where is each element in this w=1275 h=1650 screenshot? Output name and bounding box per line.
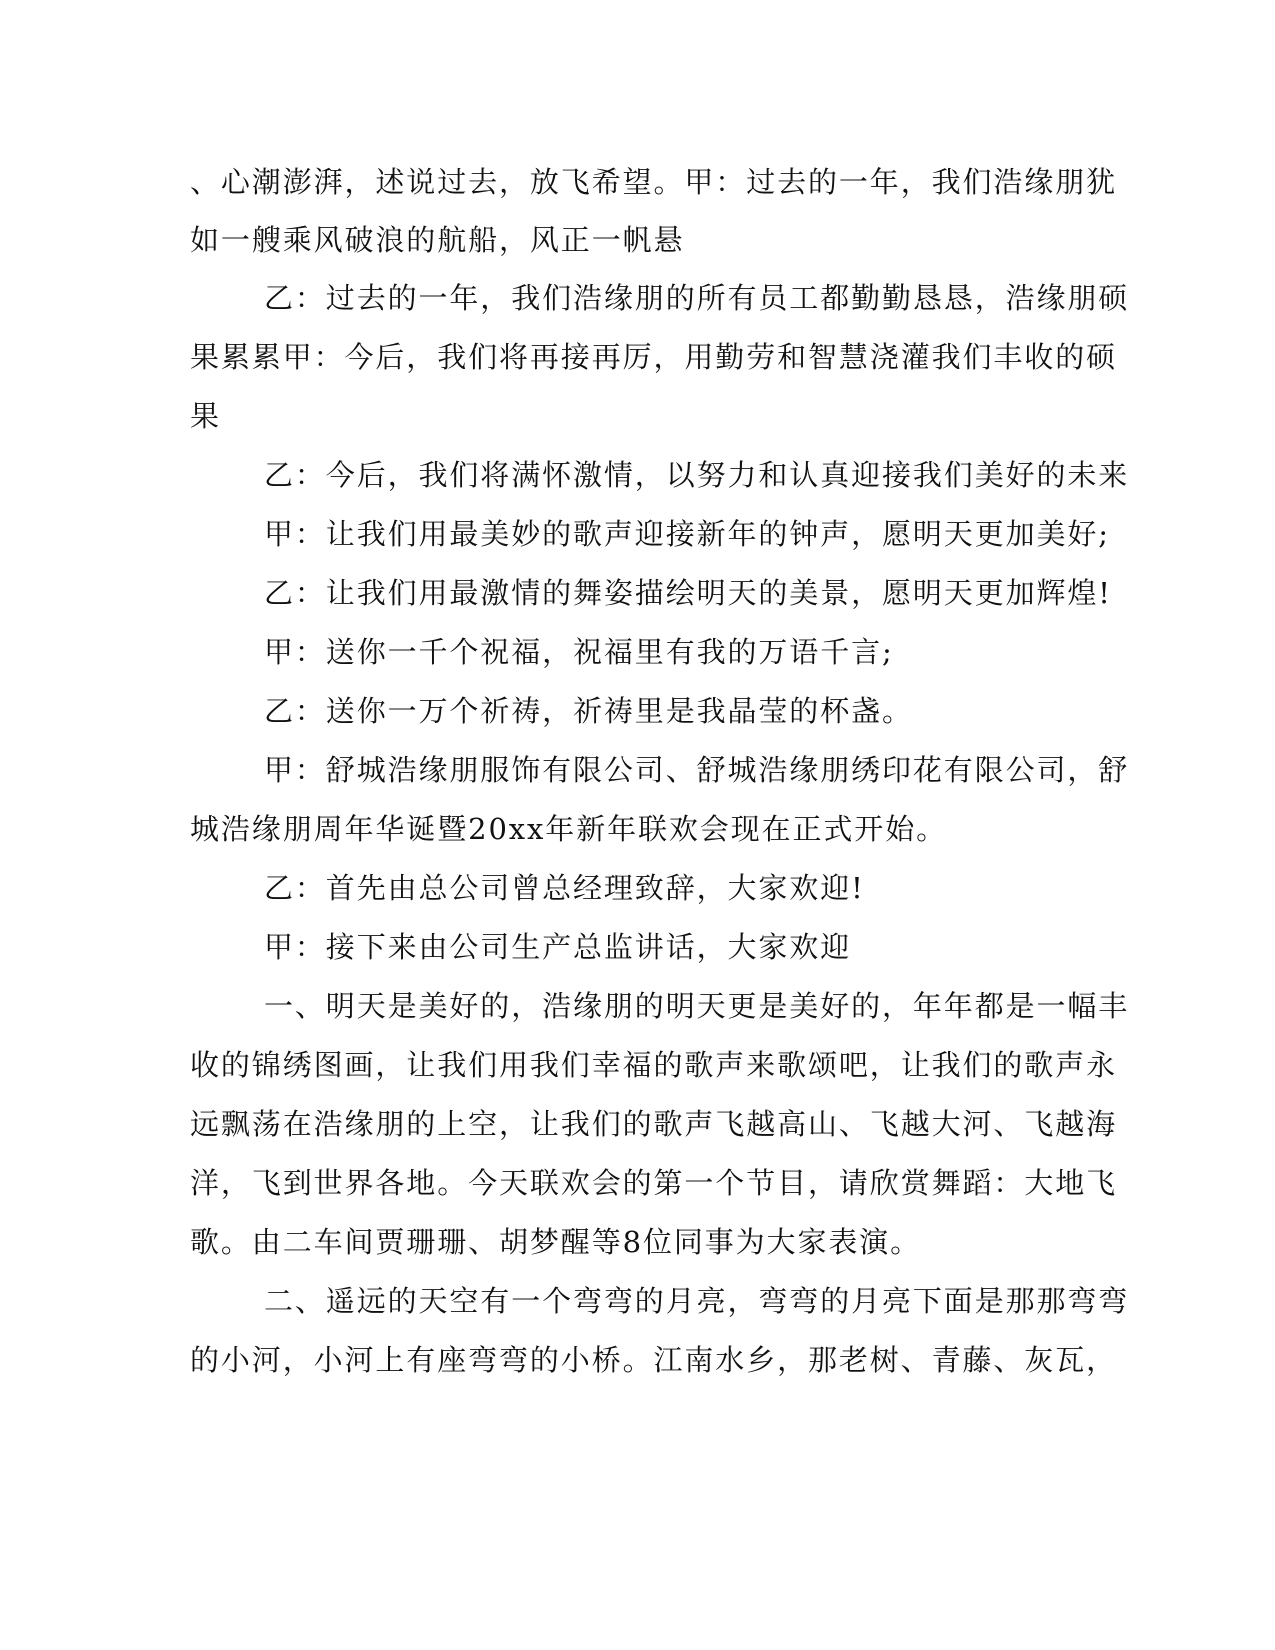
text-line: 、心潮澎湃，述说过去，放飞希望。甲：过去的一年，我们浩缘朋犹 [190,165,1118,199]
text-line: 远飘荡在浩缘朋的上空，让我们的歌声飞越高山、飞越大河、飞越海 [190,1107,1118,1141]
text-line: 收的锦绣图画，让我们用我们幸福的歌声来歌颂吧，让我们的歌声永 [190,1048,1118,1082]
text-line: 果累累甲：今后，我们将再接再厉，用勤劳和智慧浇灌我们丰收的硕 [190,340,1118,374]
text-line: 歌。由二车间贾珊珊、胡梦醒等8位同事为大家表演。 [190,1225,922,1259]
text-line: 城浩缘朋周年华诞暨20xx年新年联欢会现在正式开始。 [190,812,948,846]
text-line: 果 [190,399,221,433]
text-line: 乙：首先由总公司曾总经理致辞，大家欢迎! [264,871,865,905]
text-line: 的小河，小河上有座弯弯的小桥。江南水乡，那老树、青藤、灰瓦， [190,1343,1118,1377]
text-line: 乙：让我们用最激情的舞姿描绘明天的美景，愿明天更加辉煌! [264,576,1112,610]
text-line: 甲：舒城浩缘朋服饰有限公司、舒城浩缘朋绣印花有限公司，舒 [264,753,1130,787]
text-line: 洋，飞到世界各地。今天联欢会的第一个节目，请欣赏舞蹈：大地飞 [190,1166,1118,1200]
text-line: 乙：送你一万个祈祷，祈祷里是我晶莹的杯盏。 [264,694,913,728]
text-line: 乙：过去的一年，我们浩缘朋的所有员工都勤勤恳恳，浩缘朋硕 [264,281,1130,315]
text-line: 甲：接下来由公司生产总监讲话，大家欢迎 [264,930,852,964]
text-line: 二、遥远的天空有一个弯弯的月亮，弯弯的月亮下面是那那弯弯 [264,1284,1130,1318]
text-line: 甲：让我们用最美妙的歌声迎接新年的钟声，愿明天更加美好; [264,517,1110,551]
text-line: 乙：今后，我们将满怀激情，以努力和认真迎接我们美好的未来 [264,458,1130,492]
text-line: 如一艘乘风破浪的航船，风正一帆悬 [190,223,685,257]
text-line: 一、明天是美好的，浩缘朋的明天更是美好的，年年都是一幅丰 [264,989,1130,1023]
text-line: 甲：送你一千个祝福，祝福里有我的万语千言; [264,635,894,669]
